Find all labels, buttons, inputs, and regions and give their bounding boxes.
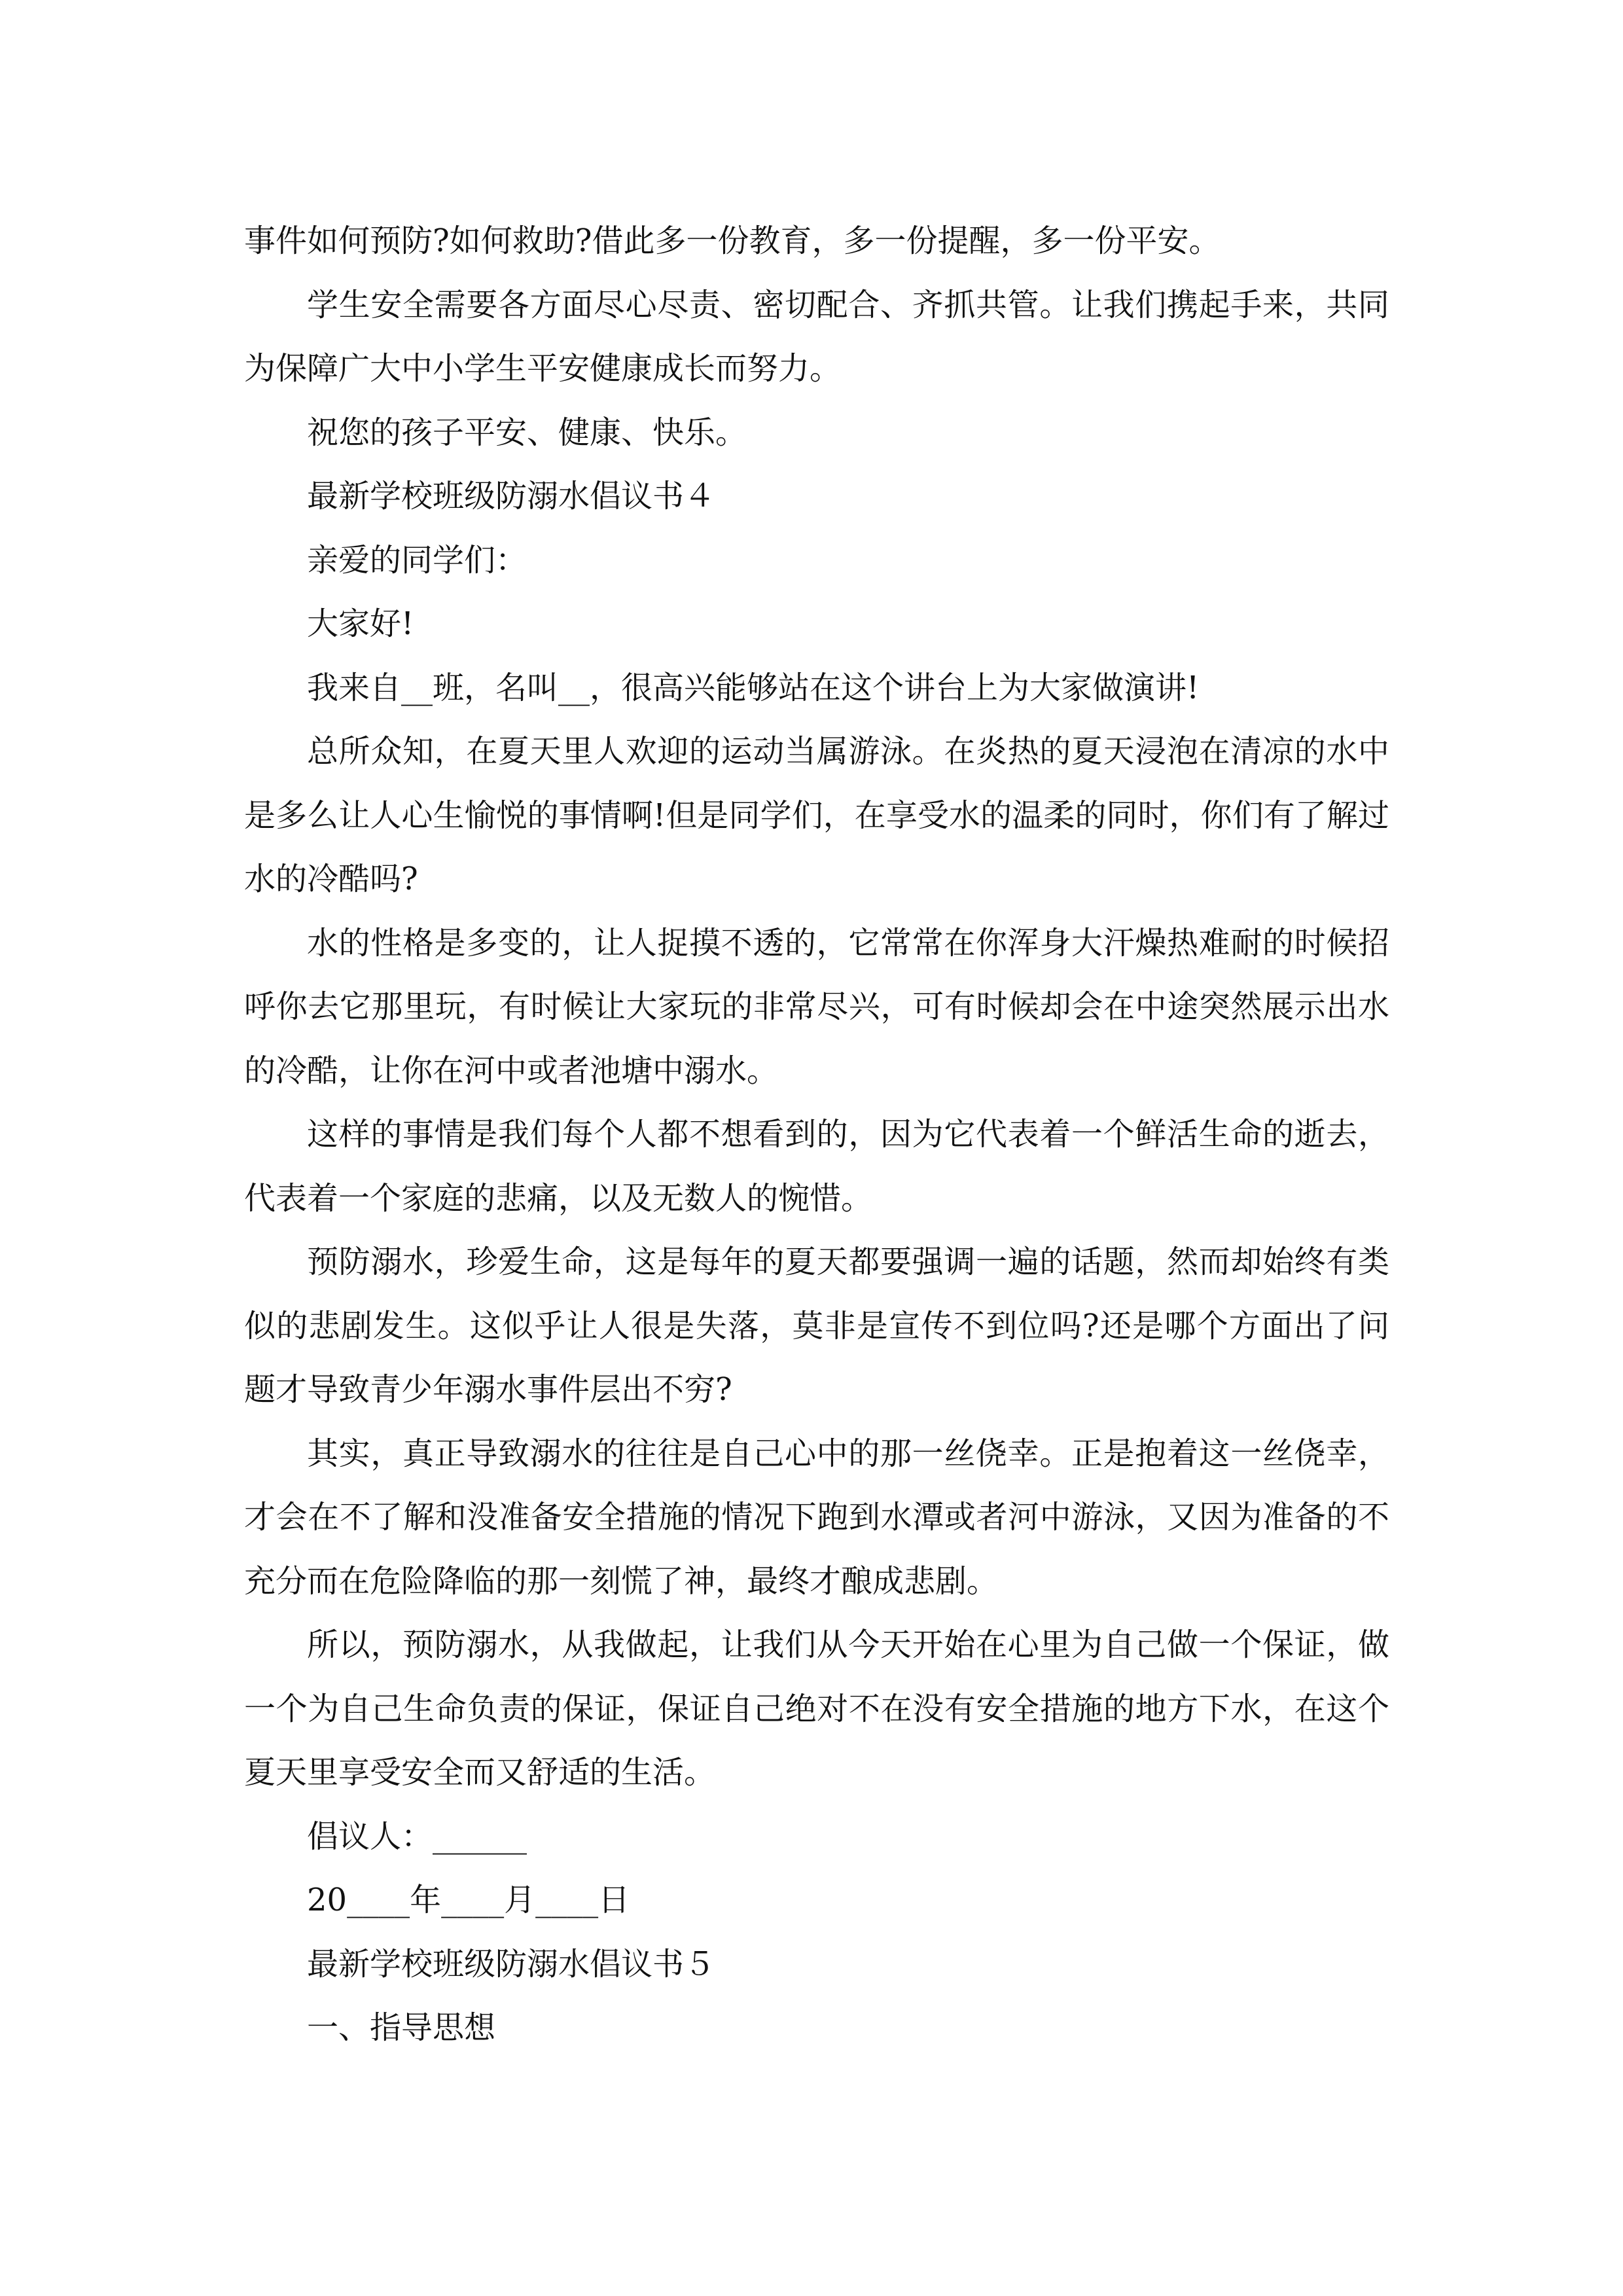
paragraph-wish: 祝您的孩子平安、健康、快乐。: [307, 414, 747, 451]
date-line: 20____年____月____日: [307, 1882, 630, 1918]
signature-line: 倡议人：______: [307, 1818, 527, 1855]
salutation: 亲爱的同学们：: [307, 541, 527, 579]
paragraph: 预防溺水，珍爱生命，这是每年的夏天都要强调一遍的话题，然而却始终有类似的悲剧发生。这似乎让人很是失落，莫非是宣传不到位吗?还是哪个方面出了问题才导致青少年溺水事件层出不穷?: [244, 1244, 1389, 1408]
paragraph: 学生安全需要各方面尽心尽责、密切配合、齐抓共管。让我们携起手来，共同为保障广大中小学生平安健康成长而努力。: [244, 286, 1389, 387]
paragraph: 其实，真正导致溺水的往往是自己心中的那一丝侥幸。正是抱着这一丝侥幸，才会在不了解和没准备安全措施的情况下跑到水潭或者河中游泳，又因为准备的不充分而在危险降临的那一刻慌了神，最终才酿成悲剧。: [244, 1435, 1389, 1600]
paragraph-intro: 我来自__班，名叫__，很高兴能够站在这个讲台上为大家做演讲!: [307, 669, 1200, 706]
greeting: 大家好!: [307, 605, 414, 642]
document-body: [244, 209, 1389, 2060]
paragraph-continued: 事件如何预防?如何救助?借此多一份教育，多一份提醒，多一份平安。: [244, 223, 1221, 259]
subsection-heading: 一、指导思想: [307, 2009, 496, 2046]
section-title-5: 最新学校班级防溺水倡议书５: [307, 1945, 716, 1982]
paragraph: 总所众知，在夏天里人欢迎的运动当属游泳。在炎热的夏天浸泡在清凉的水中是多么让人心生愉悦的事情啊!但是同学们，在享受水的温柔的同时，你们有了解过水的冷酷吗?: [244, 733, 1389, 897]
section-title-4: 最新学校班级防溺水倡议书４: [307, 478, 716, 514]
paragraph: 所以，预防溺水，从我做起，让我们从今天开始在心里为自己做一个保证，做一个为自己生命负责的保证，保证自己绝对不在没有安全措施的地方下水，在这个夏天里享受安全而又舒适的生活。: [244, 1626, 1389, 1791]
paragraph: 这样的事情是我们每个人都不想看到的，因为它代表着一个鲜活生命的逝去，代表着一个家庭的悲痛，以及无数人的惋惜。: [244, 1116, 1389, 1217]
paragraph: 水的性格是多变的，让人捉摸不透的，它常常在你浑身大汗燥热难耐的时候招呼你去它那里玩，有时候让大家玩的非常尽兴，可有时候却会在中途突然展示出水的冷酷，让你在河中或者池塘中溺水。: [244, 924, 1389, 1089]
